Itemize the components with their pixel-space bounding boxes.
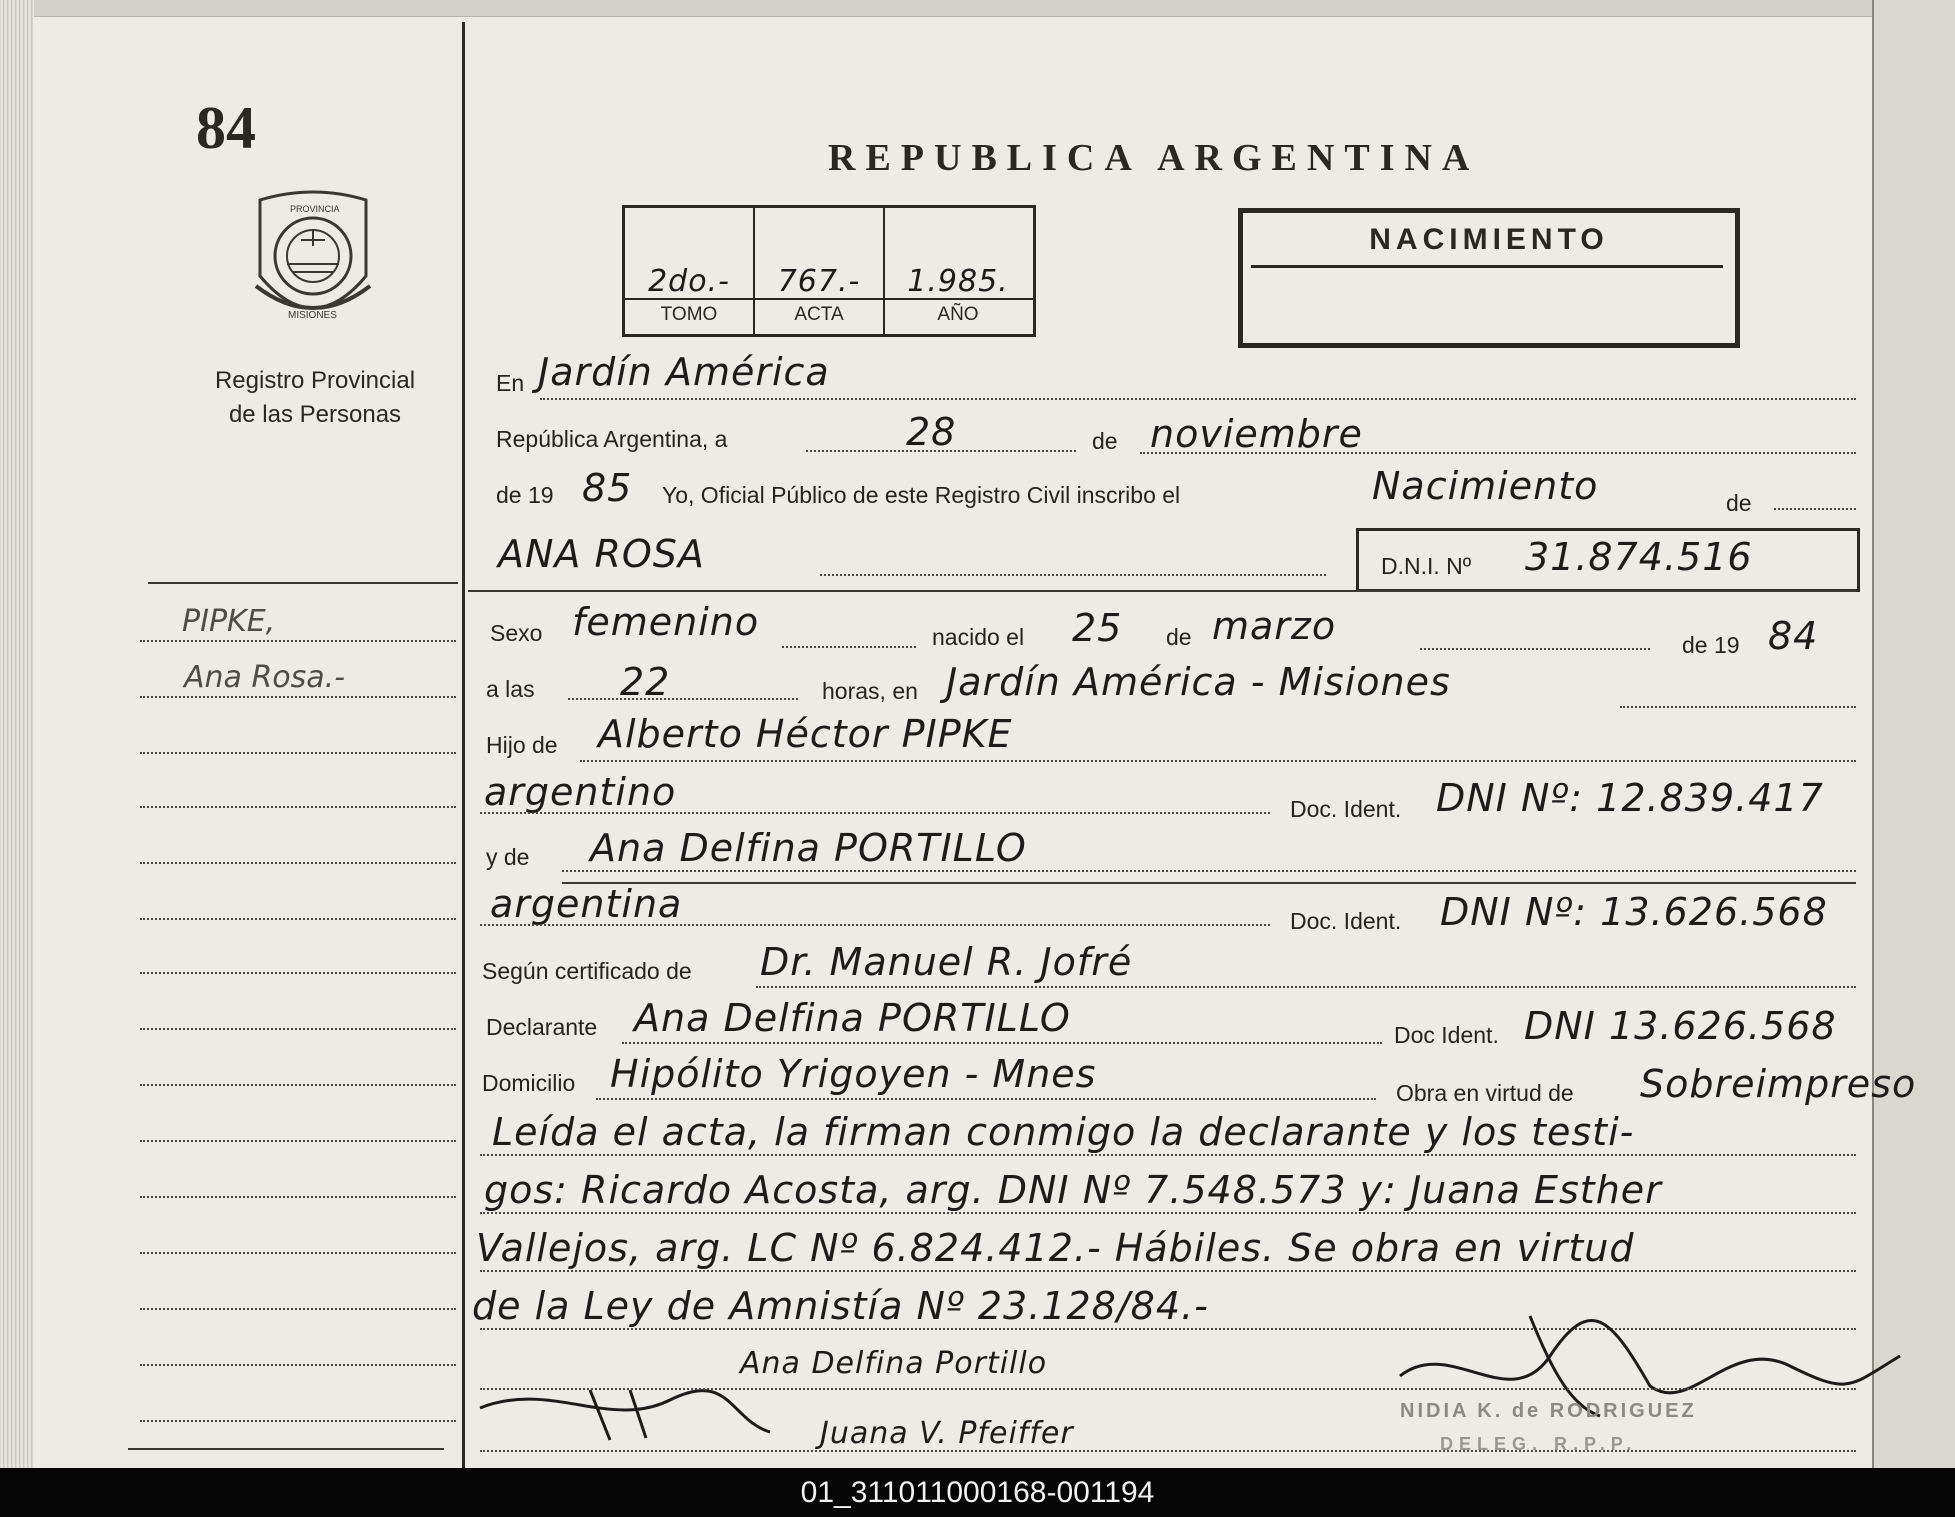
- de-label-2: de: [1726, 490, 1752, 516]
- sexo-value: femenino: [572, 600, 760, 644]
- birth-year-prefix: de 19: [1682, 632, 1740, 658]
- registry-label: [180, 364, 450, 432]
- doc-ident-label-3: Doc Ident.: [1394, 1022, 1499, 1048]
- notes-line-2: gos: Ricardo Acosta, arg. DNI Nº 7.548.573 y: Juana Esther: [484, 1168, 1662, 1212]
- hour-value: 22: [620, 660, 671, 704]
- nacido-label: nacido el: [932, 624, 1025, 650]
- declarante-label: Declarante: [486, 1014, 598, 1040]
- dni-label: D.N.I. Nº: [1381, 553, 1472, 579]
- hijo-label: Hijo de: [486, 732, 558, 758]
- domicilio-label: Domicilio: [482, 1070, 576, 1096]
- signature-declarante: Ana Delfina Portillo: [740, 1346, 1048, 1381]
- signature-scribble-icon: [470, 1360, 790, 1460]
- doc-ident-label-2: Doc. Ident.: [1290, 908, 1402, 934]
- provincial-seal-icon: [250, 190, 376, 328]
- year-prefix: de 19: [496, 482, 554, 508]
- year-suffix: 85: [582, 466, 633, 510]
- republica-label: República Argentina, a: [496, 426, 728, 452]
- record-type-title: NACIMIENTO: [1369, 223, 1609, 256]
- page-right-edge: [1872, 0, 1955, 1468]
- signature-witness: Juana V. Pfeiffer: [820, 1416, 1074, 1451]
- record-number-box: [622, 205, 1036, 337]
- father-doc: DNI Nº: 12.839.417: [1436, 776, 1824, 820]
- oficial-text: Yo, Oficial Público de este Registro Civil inscribo el: [662, 482, 1181, 508]
- page-top-edge: [0, 0, 1955, 17]
- official-stamp-line1: NIDIA K. de RODRIGUEZ: [1400, 1400, 1697, 1422]
- seal-top-text: PROVINCIA: [290, 204, 340, 214]
- folio-number: 84: [196, 95, 256, 161]
- doctor-name: Dr. Manuel R. Jofré: [760, 940, 1133, 984]
- mother-name: Ana Delfina PORTILLO: [590, 826, 1027, 870]
- acta-label: ACTA: [794, 304, 844, 325]
- act-type-value: Nacimiento: [1372, 464, 1599, 508]
- en-label: En: [496, 370, 525, 396]
- place-value: Jardín América: [538, 350, 830, 394]
- horas-label: horas, en: [822, 678, 918, 704]
- de-label: de: [1092, 428, 1118, 454]
- registry-line1: Registro Provincial: [214, 367, 416, 394]
- domicilio-value: Hipólito Yrigoyen - Mnes: [610, 1052, 1097, 1096]
- registry-line2: de las Personas: [228, 401, 402, 428]
- birth-day: 25: [1072, 606, 1123, 650]
- birth-month: marzo: [1212, 604, 1337, 648]
- alas-label: a las: [486, 676, 535, 702]
- month-value: noviembre: [1150, 412, 1363, 456]
- doc-ident-label: Doc. Ident.: [1290, 796, 1402, 822]
- column-divider: [462, 22, 465, 1468]
- country-title: REPUBLICA ARGENTINA: [828, 137, 1480, 179]
- dni-box: [1356, 528, 1860, 592]
- notes-line-4: de la Ley de Amnistía Nº 23.128/84.-: [472, 1284, 1209, 1328]
- anio-label: AÑO: [937, 304, 979, 325]
- segun-label: Según certificado de: [482, 958, 692, 984]
- father-name: Alberto Héctor PIPKE: [598, 712, 1013, 756]
- margin-note-surname: PIPKE,: [182, 604, 276, 639]
- anio-value: 1.985.: [907, 264, 1009, 299]
- notes-line-3: Vallejos, arg. LC Nº 6.824.412.- Hábiles. Se obra en virtud: [476, 1226, 1635, 1270]
- birth-year-suffix: 84: [1768, 614, 1819, 658]
- de-label-3: de: [1166, 624, 1192, 650]
- dni-value: 31.874.516: [1525, 535, 1753, 579]
- acta-value: 767.-: [777, 264, 861, 299]
- book-spine-edge: [0, 0, 34, 1468]
- seal-bottom-text: MISIONES: [288, 310, 337, 321]
- obra-value: Sobreimpreso: [1640, 1062, 1917, 1106]
- sexo-label: Sexo: [490, 620, 543, 646]
- child-name: ANA ROSA: [498, 532, 705, 576]
- notes-line-1: Leída el acta, la firman conmigo la declarante y los testi-: [492, 1110, 1635, 1154]
- official-stamp-line2: DELEG. R.P.P.: [1440, 1434, 1638, 1454]
- father-nationality: argentino: [484, 770, 677, 814]
- record-type-box: [1238, 208, 1740, 348]
- obra-label: Obra en virtud de: [1396, 1080, 1574, 1106]
- mother-nationality: argentina: [490, 882, 683, 926]
- tomo-label: TOMO: [660, 304, 718, 325]
- mother-doc: DNI Nº: 13.626.568: [1440, 890, 1828, 934]
- tomo-value: 2do.-: [648, 264, 730, 299]
- declarante-doc: DNI 13.626.568: [1524, 1004, 1837, 1048]
- image-caption: 01_311011000168-001194: [0, 1468, 1955, 1517]
- birth-place: Jardín América - Misiones: [946, 660, 1451, 704]
- margin-note-name: Ana Rosa.-: [184, 660, 346, 695]
- day-value: 28: [906, 410, 957, 454]
- yde-label: y de: [486, 844, 530, 870]
- declarante-name: Ana Delfina PORTILLO: [634, 996, 1071, 1040]
